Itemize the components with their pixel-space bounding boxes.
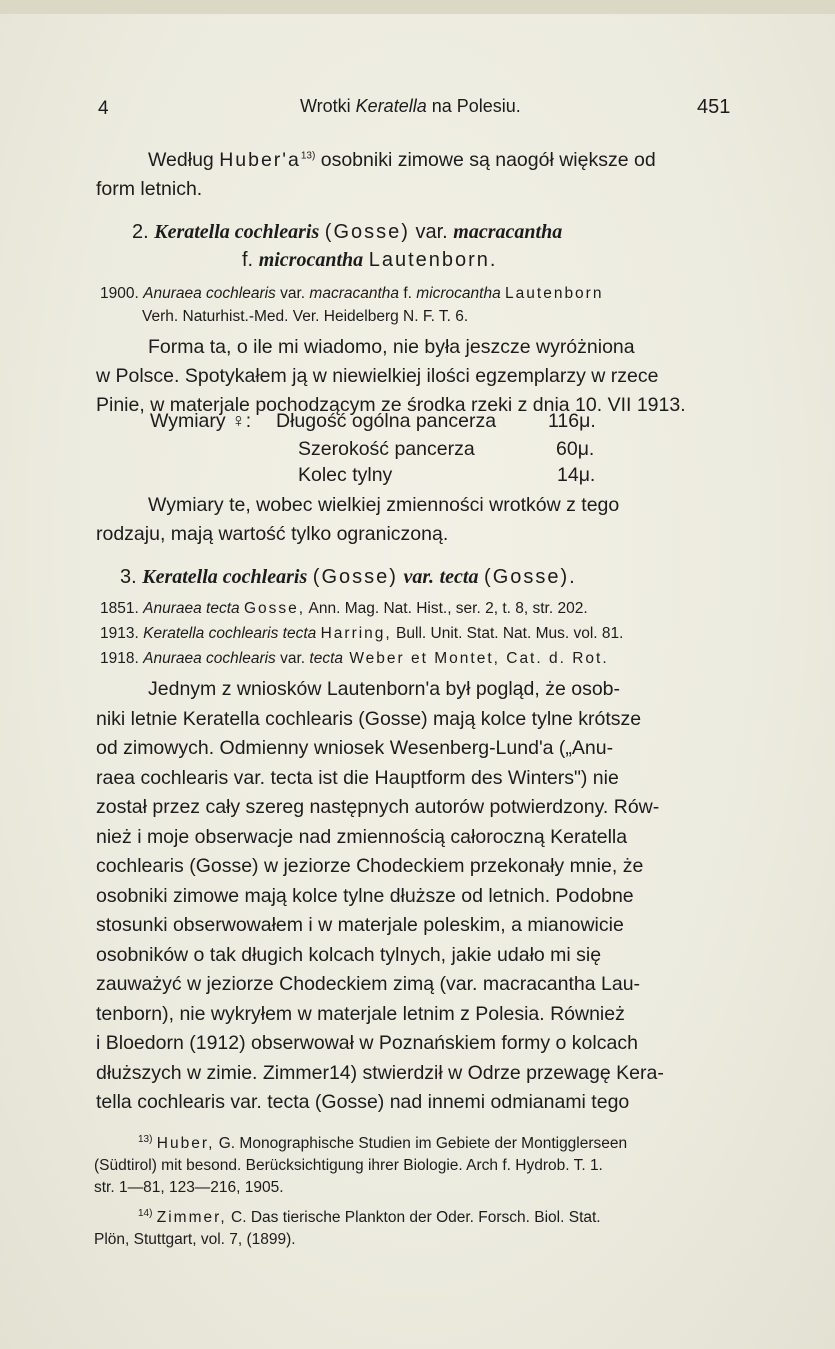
text-line: cochlearis (Gosse) w jeziorze Chodeckiem przekonały mnie, że bbox=[96, 855, 644, 877]
header-left-number: 4 bbox=[98, 98, 109, 119]
scan-edge bbox=[0, 0, 835, 14]
text-line: został przez cały szereg następnych autorów potwierdzony. Rów- bbox=[96, 796, 660, 818]
main-paragraph bbox=[96, 675, 730, 1118]
intro-paragraph: Według $Huber'a^{13)}$ osobniki zimowe są naogół większe od form letnich. bbox=[96, 149, 656, 200]
paragraph-3: Wymiary te, wobec wielkiej zmienności wrotków z tego rodzaju, mają wartość tylko ograniczoną. bbox=[96, 494, 620, 545]
measurement-value: 116μ. bbox=[548, 410, 596, 432]
text-line: tella cochlearis var. tecta (Gosse) nad innemi odmianami tego bbox=[96, 1091, 630, 1113]
measurements-label: Wymiary ♀: bbox=[150, 410, 252, 432]
section-2-heading: 2. Keratella cochlearis (Gosse) var. macracantha bbox=[132, 221, 563, 243]
text-line: tenborn), nie wykryłem w materjale letnim z Polesia. Również bbox=[96, 1002, 625, 1025]
synonymy-2: 1900. Anuraea cochlearis var. macracantha f. microcantha Lautenborn Verh. Naturhist.-Med. Ver. Heidelberg N. F. T. 6. bbox=[100, 285, 604, 325]
text-line: stosunki obserwowałem i w materjale poleskim, a mianowicie bbox=[96, 914, 624, 936]
measurement-name: Szerokość pancerza bbox=[298, 438, 475, 460]
text-line: Jednym z wniosków Lautenborn'a był pogląd, że osob- bbox=[148, 678, 620, 700]
synonym-entry: 1851. Anuraea tecta Gosse, Ann. Mag. Nat. Hist., ser. 2, t. 8, str. 202. bbox=[100, 600, 588, 617]
text-line: osobniki zimowe mają kolce tylne dłuższe od letnich. Podobne bbox=[96, 884, 634, 907]
paragraph-2: Forma ta, o ile mi wiadomo, nie była jeszcze wyróżniona w Polsce. Spotykałem ją w niewielkiej ilości egzemplarzy w rzece Pinie, w materjale pochodzącym ze środka rzeki z dnia 10. VII 1913. bbox=[96, 336, 686, 416]
text-line: i Bloedorn (1912) obserwował w Poznańskiem formy o kolcach bbox=[96, 1032, 638, 1054]
synonym-entry: 1913. Keratella cochlearis tecta Harring, Bull. Unit. Stat. Nat. Mus. vol. 81. bbox=[100, 625, 624, 642]
measurement-name: Długość ogólna pancerza bbox=[276, 410, 497, 432]
synonym-entry: 1918. Anuraea cochlearis var. tecta Weber et Montet, Cat. d. Rot. bbox=[100, 650, 609, 667]
text-line: niki letnie Keratella cochlearis (Gosse) mają kolce tylne krótsze bbox=[96, 707, 642, 730]
footnote-13: $^{13)}$ Huber, G. Monographische Studien im Gebiete der Montigglerseen (Südtirol) mit besond. Berücksichtigung ihrer Biologie. Arch f. Hydrob. T. 1. str. 1—81, 123—216, 1905. bbox=[94, 1133, 628, 1196]
section-2-form: f. microcantha Lautenborn. bbox=[242, 249, 498, 271]
running-title: Wrotki Keratella na Polesiu. bbox=[300, 96, 521, 116]
page-number: 451 bbox=[697, 96, 731, 118]
section-3-heading: 3. Keratella cochlearis (Gosse) var. tecta (Gosse). bbox=[120, 566, 577, 588]
text-line: osobników o tak długich kolcach tylnych, jakie udało mi się bbox=[96, 943, 602, 966]
text-line: raea cochlearis var. tecta ist die Hauptform des Winters") nie bbox=[96, 766, 619, 789]
measurement-name: Kolec tylny bbox=[298, 464, 393, 486]
synonymy-3 bbox=[100, 596, 730, 671]
measurement-value: 60μ. bbox=[556, 438, 595, 460]
text-line: od zimowych. Odmienny wniosek Wesenberg-Lund'a („Anu- bbox=[96, 737, 614, 759]
footnote-14: $^{14)}$ Zimmer, C. Das tierische Plankton der Oder. Forsch. Biol. Stat. Plön, Stuttgart, vol. 7, (1899). bbox=[94, 1207, 601, 1248]
text-line: nież i moje obserwacje nad zmiennością całoroczną Keratella bbox=[96, 825, 628, 848]
text-line: dłuższych w zimie. Zimmer14) stwierdził w Odrze przewagę Kera- bbox=[96, 1061, 664, 1084]
text-line: zauważyć w jeziorze Chodeckiem zimą (var. macracantha Lau- bbox=[96, 973, 641, 995]
measurement-value: 14μ. bbox=[557, 464, 596, 486]
